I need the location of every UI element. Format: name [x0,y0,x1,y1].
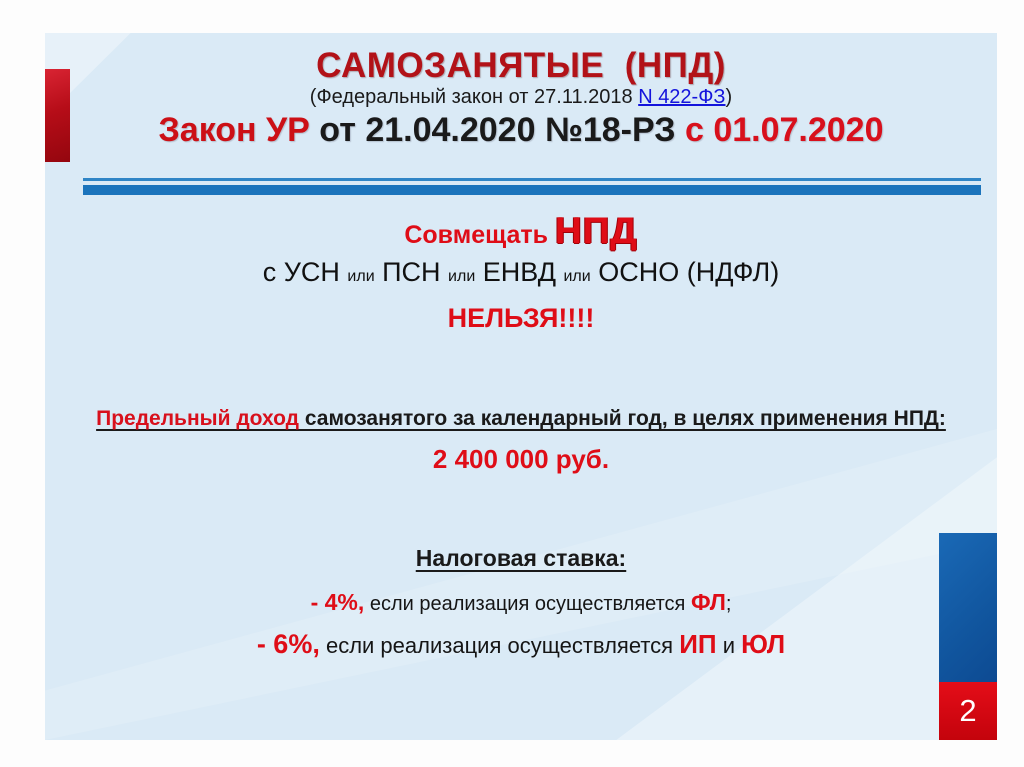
regional-law-line [45,111,997,150]
tax-rate-6-line [45,629,997,660]
rate-4-end: ; [725,593,732,615]
law-effective-date: с 01.07.2020 [684,111,884,149]
combine-npd: НПД [554,210,638,251]
or-word-3: или [563,268,591,285]
right-blue-accent-block [939,533,997,682]
law-date-number: от 21.04.2020 №18-РЗ [309,111,685,149]
rate-4-who-fl: ФЛ [690,589,726,615]
regime-envd: ЕНВД [475,257,564,287]
regime-osno: ОСНО (НДФЛ) [590,257,780,287]
federal-law-text-prefix: (Федеральный закон от 27.11.2018 [309,86,639,108]
slide [45,33,997,740]
income-limit-value: 2 400 000 руб. [432,444,610,474]
tax-rate-heading: Налоговая ставка: [415,545,627,571]
rate-4-text: если реализация осуществляется [364,593,691,615]
law-name-red: Закон УР [158,111,310,149]
page-number: 2 [959,693,977,728]
tax-rate-4-line [45,589,997,616]
rate-6-percent: - 6%, [256,629,320,659]
federal-law-subtitle [45,86,997,109]
slide-title: САМОЗАНЯТЫЕ (НПД) [316,46,726,85]
or-word-2: или [448,268,476,285]
rate-6-text: если реализация осуществляется [319,633,680,658]
rate-6-who-yul: ЮЛ [741,629,786,659]
page-number-block [939,682,997,740]
income-limit-line [45,407,997,431]
divider-thick-line [83,185,981,195]
rate-6-and: и [716,633,742,658]
regimes-line [45,257,997,288]
regime-psn: ПСН [374,257,449,287]
rate-4-percent: - 4%, [310,589,365,615]
combine-heading [45,210,997,253]
title-divider [83,178,981,195]
income-limit-label-black: самозанятого за календарный год, в целях применения НПД: [299,407,946,430]
combine-lead: Совмещать [404,221,555,249]
forbidden-text: НЕЛЬЗЯ!!!! [447,303,595,333]
rate-6-who-ip: ИП [679,629,717,659]
or-word-1: или [347,268,375,285]
regime-usn: с УСН [262,257,348,287]
law-422-fz-link[interactable]: N 422-ФЗ [638,86,726,108]
federal-law-text-suffix: ) [725,86,733,108]
income-limit-label-red: Предельный доход [96,407,300,430]
